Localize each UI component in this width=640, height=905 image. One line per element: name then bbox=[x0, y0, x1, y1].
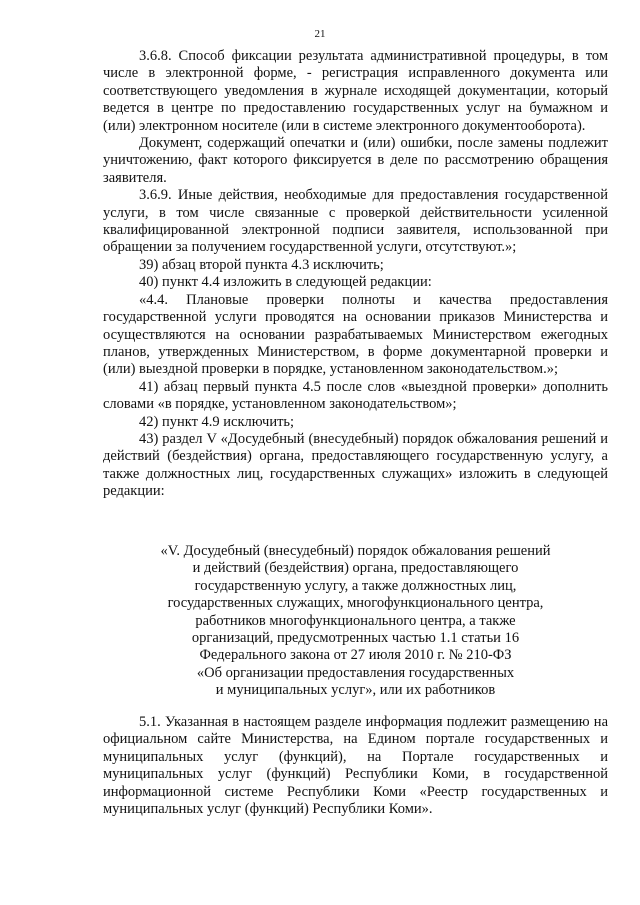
paragraph-item-43: 43) раздел V «Досудебный (внесудебный) порядок обжалования решений и действий (бездействия) органа, предоставляющего государственную услугу, а также должностных лиц, государственных служащих» изложить в следующей редакции: bbox=[103, 430, 608, 500]
heading-line: государственных служащих, многофункционального центра, bbox=[167, 595, 544, 612]
page-number: 21 bbox=[314, 28, 326, 40]
paragraph-document-destruction: Документ, содержащий опечатки и (или) ошибки, после замены подлежит уничтожению, факт которого фиксируется в деле по рассмотрению обращения заявителя. bbox=[103, 135, 608, 186]
paragraph-item-42: 42) пункт 4.9 исключить; bbox=[139, 413, 295, 430]
paragraph-item-41: 41) абзац первый пункта 4.5 после слов «выездной проверки» дополнить словами «в порядке, установленном законодательством»; bbox=[103, 378, 608, 413]
heading-line: организаций, предусмотренных частью 1.1 статьи 16 bbox=[191, 630, 520, 647]
heading-line: и муниципальных услуг», или их работников bbox=[215, 682, 496, 699]
heading-line: и действий (бездействия) органа, предоставляющего bbox=[192, 560, 519, 577]
paragraph-3-6-8: 3.6.8. Способ фиксации результата административной процедуры, в том числе в электронной форме, - регистрация исправленного документа или соответствующего уведомления в журнале исходящей документации, который ведется в центре по предоставлению государственных услуг на бумажном и (или) электронном носителе (или в системе электронного документооборота). bbox=[103, 48, 608, 134]
paragraph-3-6-9: 3.6.9. Иные действия, необходимые для предоставления государственной услуги, в том числе связанные с проверкой действительности усиленной квалифицированной электронной подписи заявителя, использованной при обращении за получением государственной услуги, отсутствуют.»; bbox=[103, 187, 608, 256]
section-v-heading bbox=[103, 543, 608, 700]
body-text-bottom bbox=[103, 714, 608, 818]
paragraph-item-40: 40) пункт 4.4 изложить в следующей редакции: bbox=[139, 274, 432, 291]
heading-line: Федерального закона от 27 июля 2010 г. № 210-ФЗ bbox=[199, 647, 512, 664]
heading-line: государственную услугу, а также должностных лиц, bbox=[194, 577, 517, 594]
paragraph-5-1: 5.1. Указанная в настоящем разделе информация подлежит размещению на официальном сайте Министерства, на Едином портале государственных и муниципальных услуг (функций), на Портале государственных и муниципальных услуг (функций) Республики Коми, в государственной информационной системе Республики Коми «Реестр государственных и муниципальных услуг (функций) Республики Коми». bbox=[103, 714, 608, 818]
heading-line: «Об организации предоставления государственных bbox=[196, 664, 515, 681]
heading-line: работников многофункционального центра, а также bbox=[195, 612, 516, 629]
heading-line: «V. Досудебный (внесудебный) порядок обжалования решений bbox=[160, 543, 551, 559]
body-text-top bbox=[103, 48, 608, 501]
paragraph-item-39: 39) абзац второй пункта 4.3 исключить; bbox=[139, 256, 384, 273]
paragraph-4-4: «4.4. Плановые проверки полноты и качества предоставления государственной услуги проводятся на основании приказов Министерства и осуществляются на основании разрабатываемых Министерством ежегодных планов, утвержденных Министерством, в форме документарной проверки и (или) выездной проверки в порядке, установленном законодательством.»; bbox=[103, 291, 608, 378]
